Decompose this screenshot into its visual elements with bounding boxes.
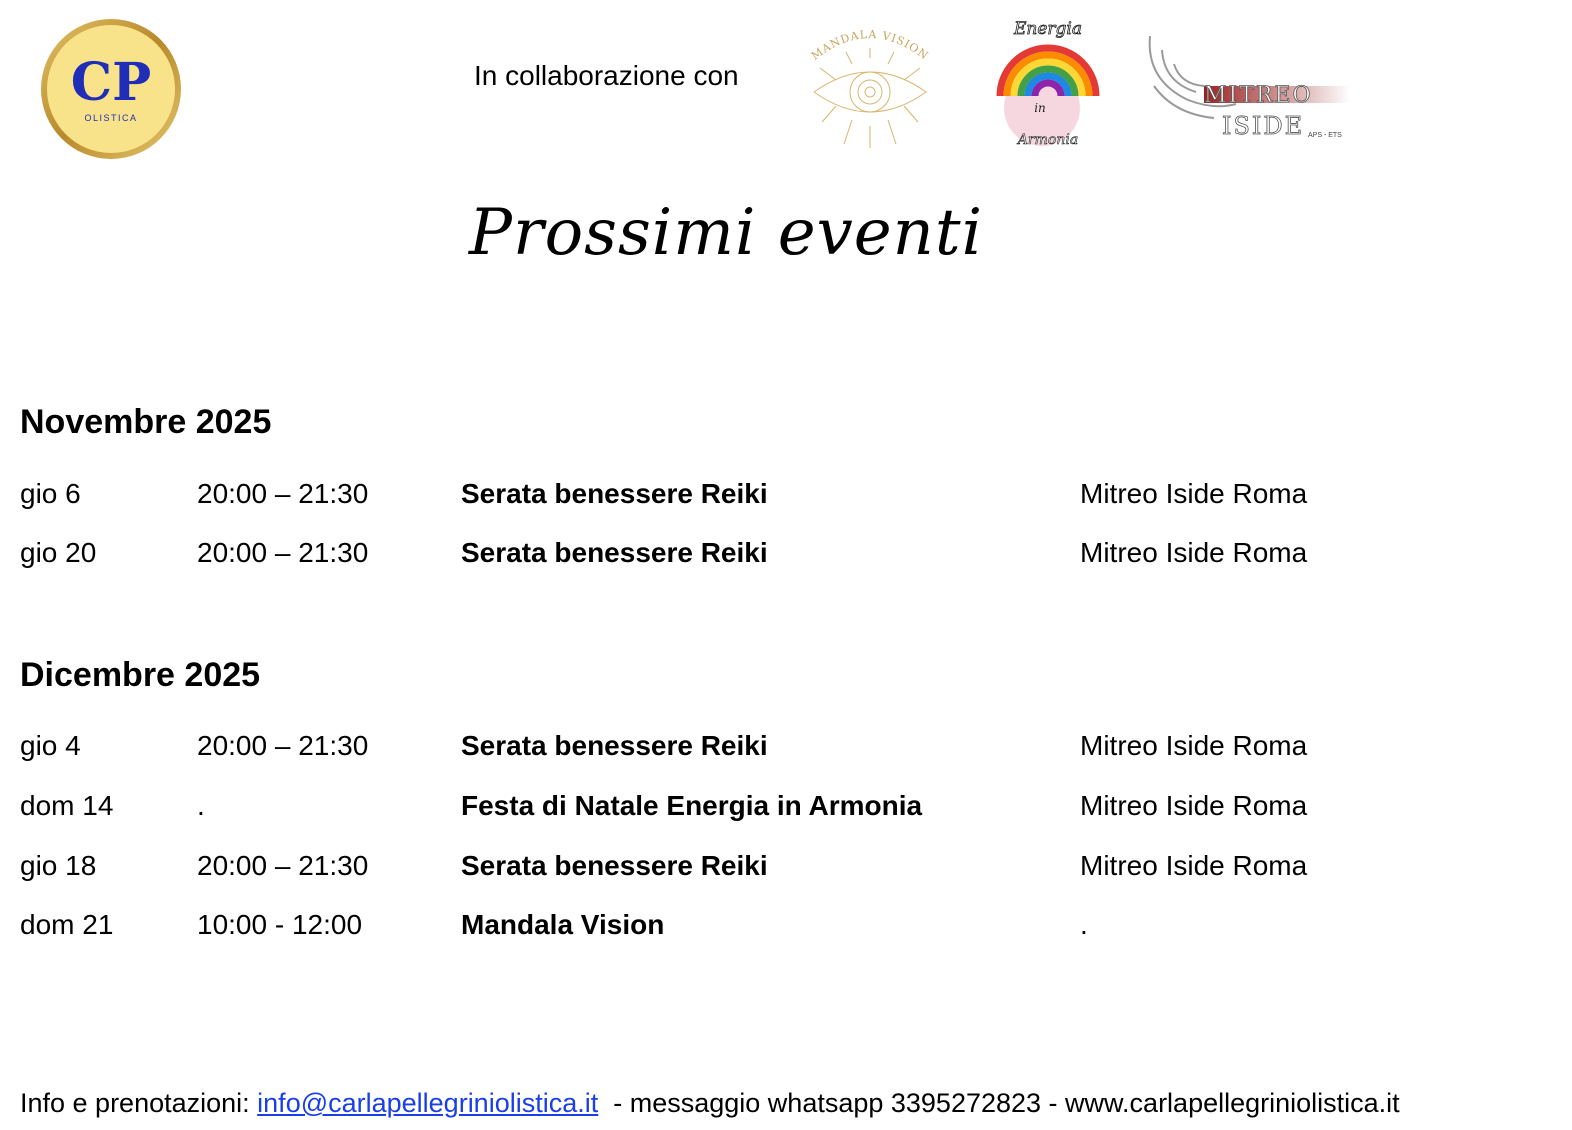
event-row — [0, 790, 1572, 826]
cp-subtitle: OLISTICA — [84, 113, 138, 123]
event-name: Mandala Vision — [461, 909, 665, 940]
event-day: dom 14 — [20, 790, 114, 821]
mitreo-logo-bottom: ISIDE — [1222, 112, 1305, 140]
event-time: 20:00 – 21:30 — [197, 537, 369, 568]
event-name: Serata benessere Reiki — [461, 537, 768, 568]
footer-suffix: - messaggio whatsapp 3395272823 - www.carlapellegriniolistica.it — [598, 1088, 1400, 1118]
event-row — [0, 537, 1572, 573]
event-row — [0, 850, 1572, 886]
event-place: . — [1080, 909, 1088, 940]
event-name: Serata benessere Reiki — [461, 730, 768, 761]
mitreo-logo-top: MITREO — [1204, 83, 1313, 108]
month-heading: Dicembre 2025 — [20, 656, 261, 694]
mitreo-iside-logo — [1144, 30, 1354, 144]
event-time: 20:00 – 21:30 — [197, 850, 369, 881]
event-time: 20:00 – 21:30 — [197, 730, 369, 761]
event-place: Mitreo Iside Roma — [1080, 850, 1308, 881]
footer-info — [20, 1088, 1400, 1119]
event-place: Mitreo Iside Roma — [1080, 478, 1308, 509]
energia-in-armonia-logo — [990, 16, 1106, 152]
collaboration-text: In collaborazione con — [474, 60, 739, 91]
event-day: dom 21 — [20, 909, 114, 940]
event-day: gio 20 — [20, 537, 97, 568]
cp-monogram: CP — [70, 52, 152, 113]
footer-prefix: Info e prenotazioni: — [20, 1088, 258, 1118]
energia-logo-bottom: Armonia — [1017, 132, 1079, 148]
event-place: Mitreo Iside Roma — [1080, 537, 1308, 568]
mandala-vision-logo — [806, 18, 934, 152]
event-day: gio 18 — [20, 850, 97, 881]
event-row — [0, 730, 1572, 766]
event-day: gio 6 — [20, 478, 81, 509]
event-name: Serata benessere Reiki — [461, 850, 768, 881]
mandala-logo-text: MANDALA VISION — [808, 27, 932, 63]
event-day: gio 4 — [20, 730, 81, 761]
event-row — [0, 909, 1572, 945]
event-time: 10:00 - 12:00 — [197, 909, 363, 940]
mitreo-logo-tag: APS - ETS — [1308, 132, 1342, 139]
energia-logo-top: Energia — [1014, 19, 1082, 39]
cp-olistica-logo — [38, 16, 184, 162]
event-name: Serata benessere Reiki — [461, 478, 768, 509]
email-link[interactable]: info@carlapellegriniolistica.it — [257, 1088, 599, 1118]
event-name: Festa di Natale Energia in Armonia — [461, 790, 923, 821]
event-place: Mitreo Iside Roma — [1080, 730, 1308, 761]
energia-logo-mid: in — [1034, 101, 1046, 115]
event-place: Mitreo Iside Roma — [1080, 790, 1308, 821]
event-time: 20:00 – 21:30 — [197, 478, 369, 509]
page-title: Prossimi eventi — [468, 196, 984, 270]
month-heading: Novembre 2025 — [20, 403, 272, 441]
event-row — [0, 478, 1572, 514]
event-time: . — [197, 790, 205, 821]
